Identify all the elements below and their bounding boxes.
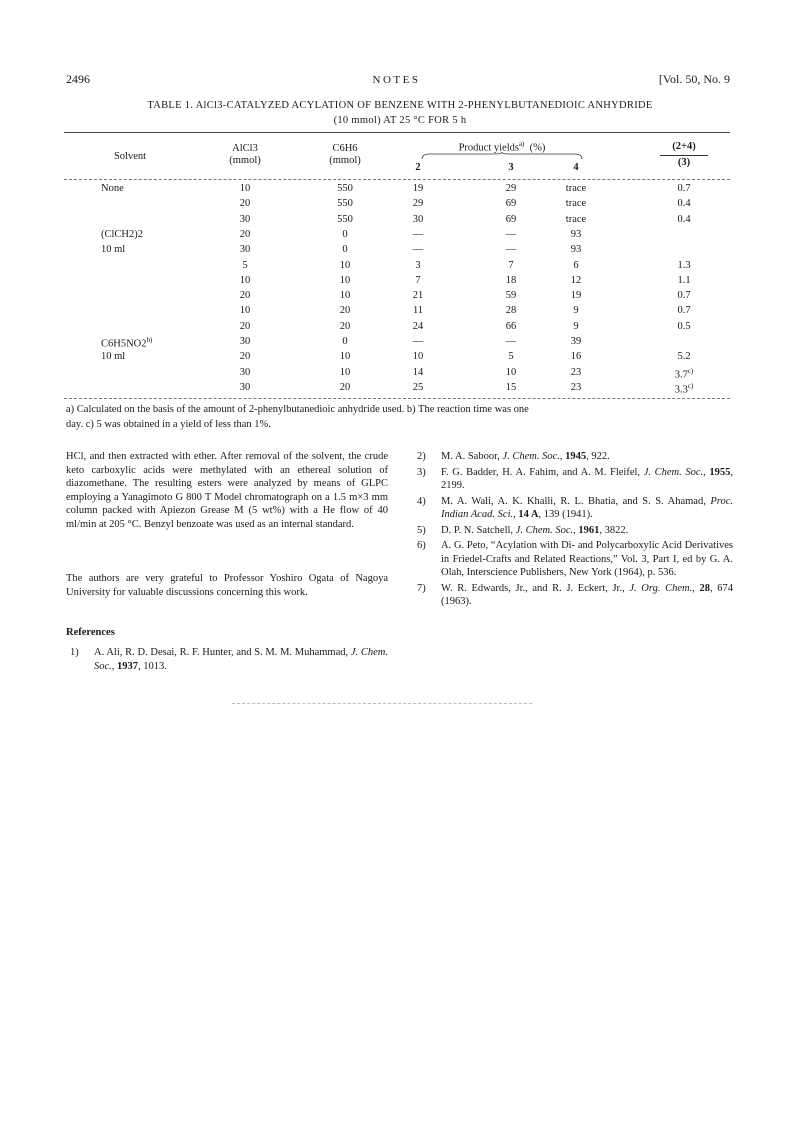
cell-y2: 30: [412, 213, 424, 225]
cell-y2: 19: [412, 183, 424, 194]
cell-alcl3: 10: [239, 183, 251, 194]
cell-ratio: 0.4: [677, 198, 691, 210]
reference-item: [413, 466, 733, 493]
cell-y4: 16: [570, 351, 582, 363]
header-product-yields: Product yields$^{a)}$ (%): [458, 140, 546, 154]
reference-number: 5): [417, 524, 426, 536]
reference-text: M. A. Saboor, J. Chem. Soc., 1945, 922.: [441, 451, 610, 462]
cell-ratio: 3.7$^{c)}$: [674, 366, 694, 381]
volume-info: [Vol. 50, No. 9: [658, 72, 730, 86]
cell-c6h6: 10: [339, 259, 351, 271]
cell-solvent: None: [101, 183, 124, 194]
reference-item: [413, 495, 733, 522]
cell-y2: —: [412, 244, 424, 256]
cell-alcl3: 30: [239, 336, 251, 347]
table-header-rule: [64, 179, 730, 180]
reference-text: M. A. Wali, A. K. Khalli, R. L. Bhatia, and S. S. Ahamad, Proc. Indian Acad. Sci., 14 A, 139 (1941).: [441, 495, 733, 520]
cell-alcl3: 20: [239, 351, 251, 363]
reference-number: 1): [70, 647, 79, 658]
reference-text: F. G. Badder, H. A. Fahim, and A. M. Fleifel, J. Chem. Soc., 1955, 2199.: [441, 466, 734, 491]
cell-alcl3: 10: [239, 305, 251, 317]
cell-y2: 14: [412, 366, 424, 378]
cell-ratio: 1.3: [677, 259, 691, 271]
header-product-2: 2: [415, 162, 421, 173]
cell-solvent: C6H5NO2$^{b)}$: [101, 336, 153, 350]
cell-ratio: 1.1: [677, 274, 691, 286]
reference-number: 4): [417, 495, 426, 507]
cell-y2: —: [412, 228, 424, 240]
cell-y4: 9: [573, 305, 579, 317]
cell-ratio: 0.4: [677, 213, 691, 225]
cell-solvent: 10 ml: [101, 351, 126, 363]
header-ratio-denominator: (3): [677, 157, 691, 168]
reference-text: A. G. Peto, “Acylation with Di- and Polycarboxylic Acid Derivatives in Friedel-Crafts and Related Reactions,” Vol. 3, Part I, ed by G. A. Olah, Interscience Publishers, New York (1964), p. 536.: [441, 540, 733, 578]
cell-ratio: 0.7: [677, 305, 691, 317]
cell-c6h6: 550: [337, 183, 353, 194]
cell-c6h6: 550: [337, 213, 353, 225]
reference-number: 2): [417, 451, 426, 462]
cell-alcl3: 20: [239, 228, 251, 240]
cell-y4: 23: [570, 366, 582, 378]
cell-c6h6: 20: [339, 305, 351, 317]
cell-y2: 11: [412, 305, 424, 317]
cell-y2: 7: [415, 274, 421, 286]
cell-alcl3: 30: [239, 213, 251, 225]
cell-y3: 29: [505, 183, 517, 194]
reference-number: 7): [417, 582, 426, 594]
header-product-3: 3: [508, 162, 514, 173]
cell-y4: 6: [573, 259, 579, 271]
references-heading: References: [66, 627, 115, 638]
cell-y4: 23: [570, 381, 582, 393]
cell-y4: trace: [565, 213, 587, 225]
cell-solvent: (ClCH2)2: [101, 228, 143, 240]
cell-alcl3: 20: [239, 198, 251, 210]
table-footnote-cont: day. c) 5 was obtained in a yield of less than 1%.: [66, 419, 271, 430]
table-bottom-rule: [64, 398, 730, 399]
cell-y3: 59: [505, 290, 517, 302]
cell-y4: 19: [570, 290, 582, 302]
cell-c6h6: 10: [339, 366, 351, 378]
cell-y3: 10: [505, 366, 517, 378]
table-top-rule: [64, 132, 730, 133]
cell-c6h6: 10: [339, 351, 351, 363]
cell-y2: 3: [415, 259, 421, 271]
cell-c6h6: 20: [339, 320, 351, 332]
cell-alcl3: 30: [239, 366, 251, 378]
header-alcl3: AlCl3: [232, 143, 258, 154]
experimental-paragraph: HCl, and then extracted with ether. After removal of the solvent, the crude keto carboxylic acids were methylated with an ethereal solution of diazomethane. The resulting esters were analyzed by means of GLPC employing a Yanagimoto G 800 T Model chromatograph on a 1.5 m×3 mm column packed with Apiezon Grease M (5 wt%) with a He flow of 40 ml/min at 205 °C. Benzyl benzoate was used as an internal standard.: [66, 451, 388, 530]
cell-y4: 39: [570, 336, 582, 347]
cell-c6h6: 10: [339, 290, 351, 302]
cell-y3: 15: [505, 381, 517, 393]
header-c6h6-unit: (mmol): [329, 155, 361, 166]
references-list-left: [66, 646, 388, 675]
cell-y3: 69: [505, 198, 517, 210]
end-divider: [232, 703, 532, 704]
reference-item: [66, 646, 388, 673]
cell-y2: 29: [412, 198, 424, 210]
cell-alcl3: 30: [239, 381, 251, 393]
cell-y2: 10: [412, 351, 424, 363]
cell-c6h6: 0: [342, 228, 348, 240]
cell-solvent: 10 ml: [101, 244, 126, 256]
cell-y2: 25: [412, 381, 424, 393]
reference-item: [413, 539, 733, 580]
references-list-right: [413, 450, 733, 611]
cell-y2: —: [412, 336, 424, 347]
cell-ratio: 0.5: [677, 320, 691, 332]
cell-y4: 12: [570, 274, 582, 286]
cell-alcl3: 10: [239, 274, 251, 286]
cell-y3: —: [505, 228, 517, 240]
cell-c6h6: 10: [339, 274, 351, 286]
header-alcl3-unit: (mmol): [229, 155, 261, 166]
cell-ratio: 5.2: [677, 351, 691, 363]
cell-alcl3: 30: [239, 244, 251, 256]
section-title: NOTES: [372, 74, 421, 86]
header-solvent: Solvent: [113, 151, 147, 162]
cell-y3: 5: [508, 351, 514, 363]
cell-y3: 7: [508, 259, 514, 271]
cell-ratio: 0.7: [677, 183, 691, 194]
cell-y3: 18: [505, 274, 517, 286]
cell-y4: 93: [570, 228, 582, 240]
reference-item: [413, 582, 733, 609]
table-caption: TABLE 1. AlCl3-CATALYZED ACYLATION OF BENZENE WITH 2-PHENYLBUTANEDIOIC ANHYDRIDE: [147, 100, 653, 111]
reference-text: A. Ali, R. D. Desai, R. F. Hunter, and S. M. M. Muhammad, J. Chem. Soc., 1937, 1013.: [94, 647, 388, 672]
reference-text: W. R. Edwards, Jr., and R. J. Eckert, Jr., J. Org. Chem., 28, 674 (1963).: [441, 582, 733, 607]
reference-item: [413, 450, 733, 464]
cell-y3: 28: [505, 305, 517, 317]
header-c6h6: C6H6: [332, 143, 358, 154]
table-footnote: a) Calculated on the basis of the amount of 2-phenylbutanedioic anhydride used. b) The reaction time was one: [66, 404, 529, 415]
cell-alcl3: 20: [239, 320, 251, 332]
reference-item: [413, 524, 733, 538]
cell-c6h6: 550: [337, 198, 353, 210]
header-ratio-numerator: (2+4): [672, 141, 696, 152]
cell-ratio: 0.7: [677, 290, 691, 302]
cell-y3: 66: [505, 320, 517, 332]
cell-y3: —: [505, 244, 517, 256]
cell-ratio: 3.3$^{c)}$: [674, 381, 694, 396]
cell-y2: 24: [412, 320, 424, 332]
cell-alcl3: 20: [239, 290, 251, 302]
cell-c6h6: 0: [342, 244, 348, 256]
table-caption-conditions: (10 mmol) AT 25 °C FOR 5 h: [333, 115, 467, 126]
cell-y4: 9: [573, 320, 579, 332]
acknowledgement-paragraph: The authors are very grateful to Professor Yoshiro Ogata of Nagoya University for valuable discussions concerning this work.: [66, 573, 388, 598]
reference-number: 6): [417, 540, 426, 551]
cell-alcl3: 5: [242, 259, 248, 271]
reference-number: 3): [417, 466, 426, 478]
cell-y3: 69: [505, 213, 517, 225]
page-number: 2496: [66, 72, 90, 86]
cell-c6h6: 0: [342, 336, 348, 347]
cell-c6h6: 20: [339, 381, 351, 393]
cell-y2: 21: [412, 290, 424, 302]
ratio-fraction-bar: [660, 155, 708, 156]
cell-y3: —: [505, 336, 517, 347]
yields-brace: [420, 152, 584, 160]
reference-text: D. P. N. Satchell, J. Chem. Soc., 1961, 3822.: [441, 524, 629, 536]
cell-y4: trace: [565, 183, 587, 194]
header-product-4: 4: [573, 162, 579, 173]
cell-y4: 93: [570, 244, 582, 256]
cell-y4: trace: [565, 198, 587, 210]
